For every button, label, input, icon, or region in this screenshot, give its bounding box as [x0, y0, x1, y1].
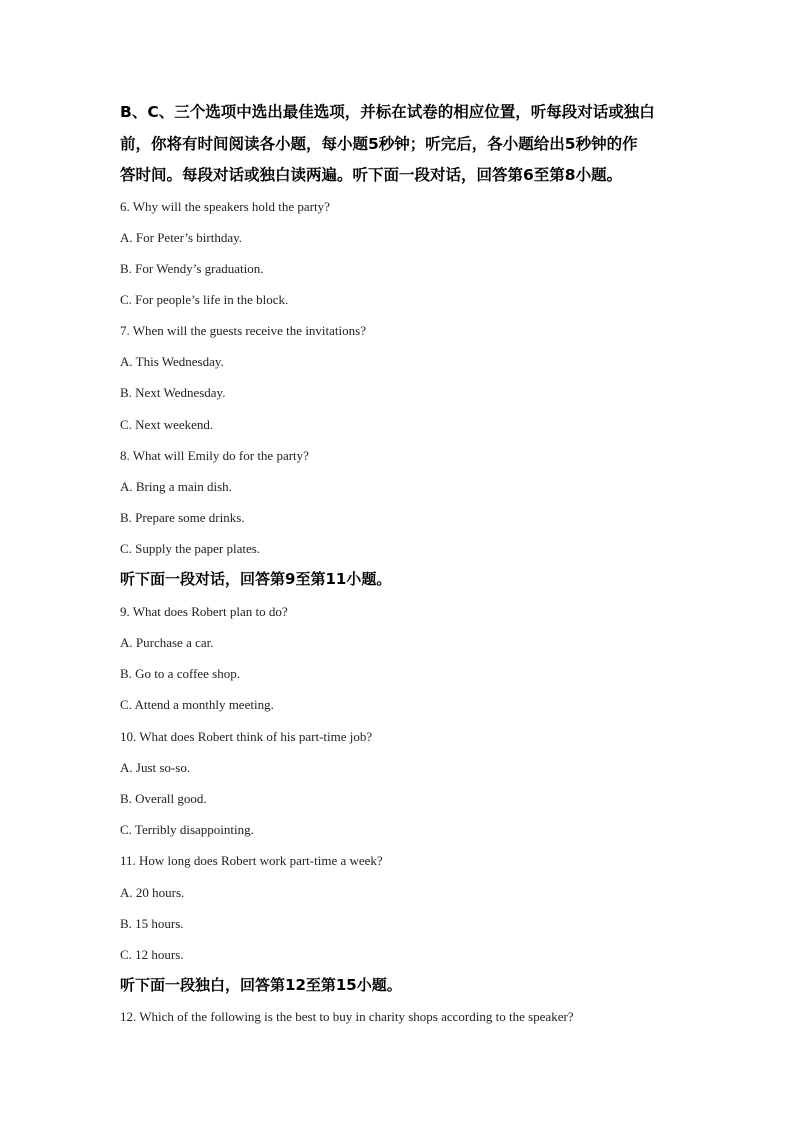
question-8-option-c: C. Supply the paper plates.: [120, 541, 261, 556]
question-7-option-a: A. This Wednesday.: [120, 354, 224, 369]
question-11-option-c: C. 12 hours.: [120, 947, 184, 962]
question-9-option-b: B. Go to a coffee shop.: [120, 666, 240, 681]
question-6-option-b: B. For Wendy’s graduation.: [120, 261, 264, 276]
question-11-option-a: A. 20 hours.: [120, 885, 185, 900]
question-11: 11. How long does Robert work part-time a week?: [120, 853, 383, 868]
question-11-option-b: B. 15 hours.: [120, 916, 184, 931]
question-12: 12. Which of the following is the best to buy in charity shops according to the speaker?: [120, 1009, 574, 1024]
question-10-option-a: A. Just so-so.: [120, 760, 191, 775]
question-8-option-b: B. Prepare some drinks.: [120, 510, 245, 525]
question-8: 8. What will Emily do for the party?: [120, 448, 309, 463]
question-6: 6. Why will the speakers hold the party?: [120, 199, 330, 214]
instructions-paragraph: [120, 97, 680, 192]
instructions-line-2: 前，你将有时间阅读各小题，每小题5秒钟；听完后，各小题给出5秒钟的作: [120, 134, 638, 153]
question-10-option-c: C. Terribly disappointing.: [120, 822, 254, 837]
section-heading-monologue: 听下面一段独白，回答第12至第15小题。: [120, 976, 402, 994]
question-7-option-c: C. Next weekend.: [120, 417, 214, 432]
instructions-line-1: B、C、三个选项中选出最佳选项，并标在试卷的相应位置，听每段对话或独白: [120, 103, 655, 121]
question-10: 10. What does Robert think of his part-time job?: [120, 729, 373, 744]
question-9: 9. What does Robert plan to do?: [120, 604, 288, 619]
section-heading-dialogue: 听下面一段对话，回答第9至第11小题。: [120, 570, 392, 588]
question-6-option-a: A. For Peter’s birthday.: [120, 230, 243, 245]
question-6-option-c: C. For people’s life in the block.: [120, 292, 289, 307]
question-8-option-a: A. Bring a main dish.: [120, 479, 232, 494]
question-7-option-b: B. Next Wednesday.: [120, 385, 226, 400]
question-7: 7. When will the guests receive the invitations?: [120, 323, 366, 338]
instructions-line-3: 答时间。每段对话或独白读两遍。听下面一段对话，回答第6至第8小题。: [120, 166, 623, 184]
question-9-option-a: A. Purchase a car.: [120, 635, 214, 650]
question-10-option-b: B. Overall good.: [120, 791, 207, 806]
question-9-option-c: C. Attend a monthly meeting.: [120, 697, 274, 712]
